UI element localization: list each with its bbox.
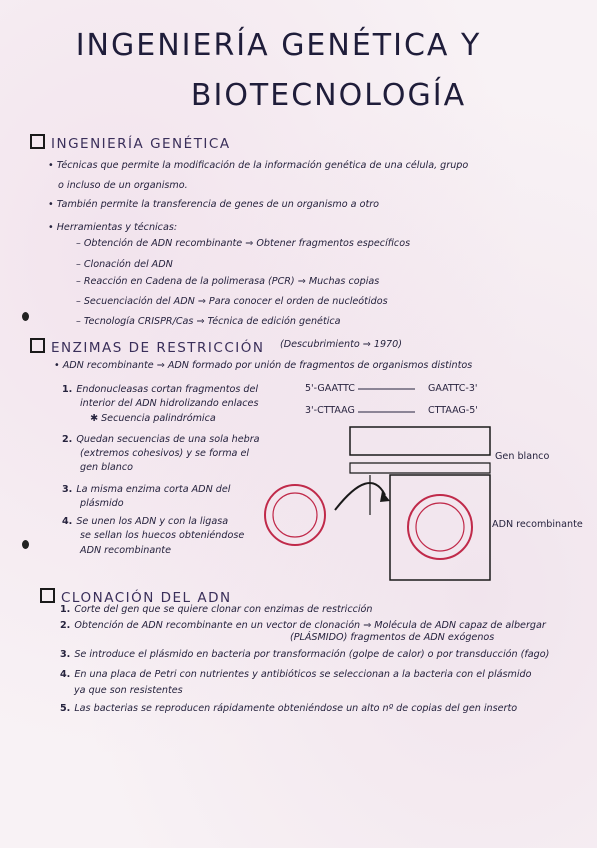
step-4: 4. En una placa de Petri con nutrientes y antibióticos se seleccionan a la bacteria con el plásmido bbox=[60, 669, 532, 680]
section-heading-ingenieria: INGENIERÍA GENÉTICA bbox=[30, 134, 231, 152]
text-line: • También permite la transferencia de genes de un organismo a otro bbox=[48, 199, 380, 210]
text-line: gen blanco bbox=[80, 462, 133, 473]
text-line: (Descubrimiento ⇒ 1970) bbox=[280, 339, 403, 350]
binder-hole bbox=[22, 312, 29, 321]
step-2: 2. Obtención de ADN recombinante en un vector de clonación ⇒ Molécula de ADN capaz de albergar bbox=[60, 620, 546, 631]
text-line: • Herramientas y técnicas: bbox=[48, 222, 178, 233]
step-4: 4. Se unen los ADN y con la ligasa bbox=[62, 516, 229, 527]
sequence-top-right: GAATTC-3' bbox=[428, 383, 478, 394]
text-line: – Reacción en Cadena de la polimerasa (PCR) ⇒ Muchas copias bbox=[76, 276, 380, 287]
text-line: • Técnicas que permite la modificación de la información genética de una célula, grupo bbox=[48, 160, 469, 171]
restriction-diagram bbox=[250, 375, 590, 590]
text-line: (PLÁSMIDO) fragmentos de ADN exógenos bbox=[290, 632, 495, 643]
text-line: plásmido bbox=[80, 498, 124, 509]
sequence-bottom-left: 3'-CTTAAG bbox=[305, 405, 355, 416]
page-subtitle: BIOTECNOLOGÍA bbox=[190, 78, 467, 113]
step-1: 1. Corte del gen que se quiere clonar con enzimas de restricción bbox=[60, 604, 373, 615]
step-1: 1. Endonucleasas cortan fragmentos del bbox=[62, 384, 259, 395]
section-heading-enzimas: ENZIMAS DE RESTRICCIÓN bbox=[30, 338, 264, 356]
checkbox-icon bbox=[40, 588, 55, 603]
binder-hole bbox=[22, 540, 29, 549]
text-line: ✱ Secuencia palindrómica bbox=[90, 413, 216, 424]
text-line: – Clonación del ADN bbox=[76, 259, 173, 270]
text-line: – Secuenciación del ADN ⇒ Para conocer el orden de nucleótidos bbox=[76, 296, 388, 307]
text-line: o incluso de un organismo. bbox=[58, 180, 188, 191]
sequence-bottom-right: CTTAAG-5' bbox=[428, 405, 478, 416]
step-5: 5. Las bacterias se reproducen rápidamente obteniéndose un alto nº de copias del gen inserto bbox=[60, 703, 518, 714]
section-heading-clonacion: CLONACIÓN DEL ADN bbox=[40, 588, 232, 606]
text-line: (extremos cohesivos) y se forma el bbox=[80, 448, 250, 459]
text-line: ya que son resistentes bbox=[74, 685, 183, 696]
text-line: • ADN recombinante ⇒ ADN formado por unión de fragmentos de organismos distintos bbox=[54, 360, 473, 371]
label-gen-blanco: Gen blanco bbox=[495, 451, 550, 462]
text-line: se sellan los huecos obteniéndose bbox=[80, 530, 245, 541]
step-2: 2. Quedan secuencias de una sola hebra bbox=[62, 434, 260, 445]
step-3: 3. La misma enzima corta ADN del bbox=[62, 484, 231, 495]
checkbox-icon bbox=[30, 338, 45, 353]
step-3: 3. Se introduce el plásmido en bacteria por transformación (golpe de calor) o por transducción (fago) bbox=[60, 649, 550, 660]
text-line: ADN recombinante bbox=[80, 545, 171, 556]
sequence-top-left: 5'-GAATTC bbox=[305, 383, 355, 394]
label-adn-recombinante: ADN recombinante bbox=[492, 519, 583, 530]
text-line: interior del ADN hidrolizando enlaces bbox=[80, 398, 259, 409]
text-line: – Tecnología CRISPR/Cas ⇒ Técnica de edición genética bbox=[76, 316, 341, 327]
checkbox-icon bbox=[30, 134, 45, 149]
page-title: INGENIERÍA GENÉTICA Y bbox=[75, 28, 482, 63]
text-line: – Obtención de ADN recombinante ⇒ Obtener fragmentos específicos bbox=[76, 238, 411, 249]
